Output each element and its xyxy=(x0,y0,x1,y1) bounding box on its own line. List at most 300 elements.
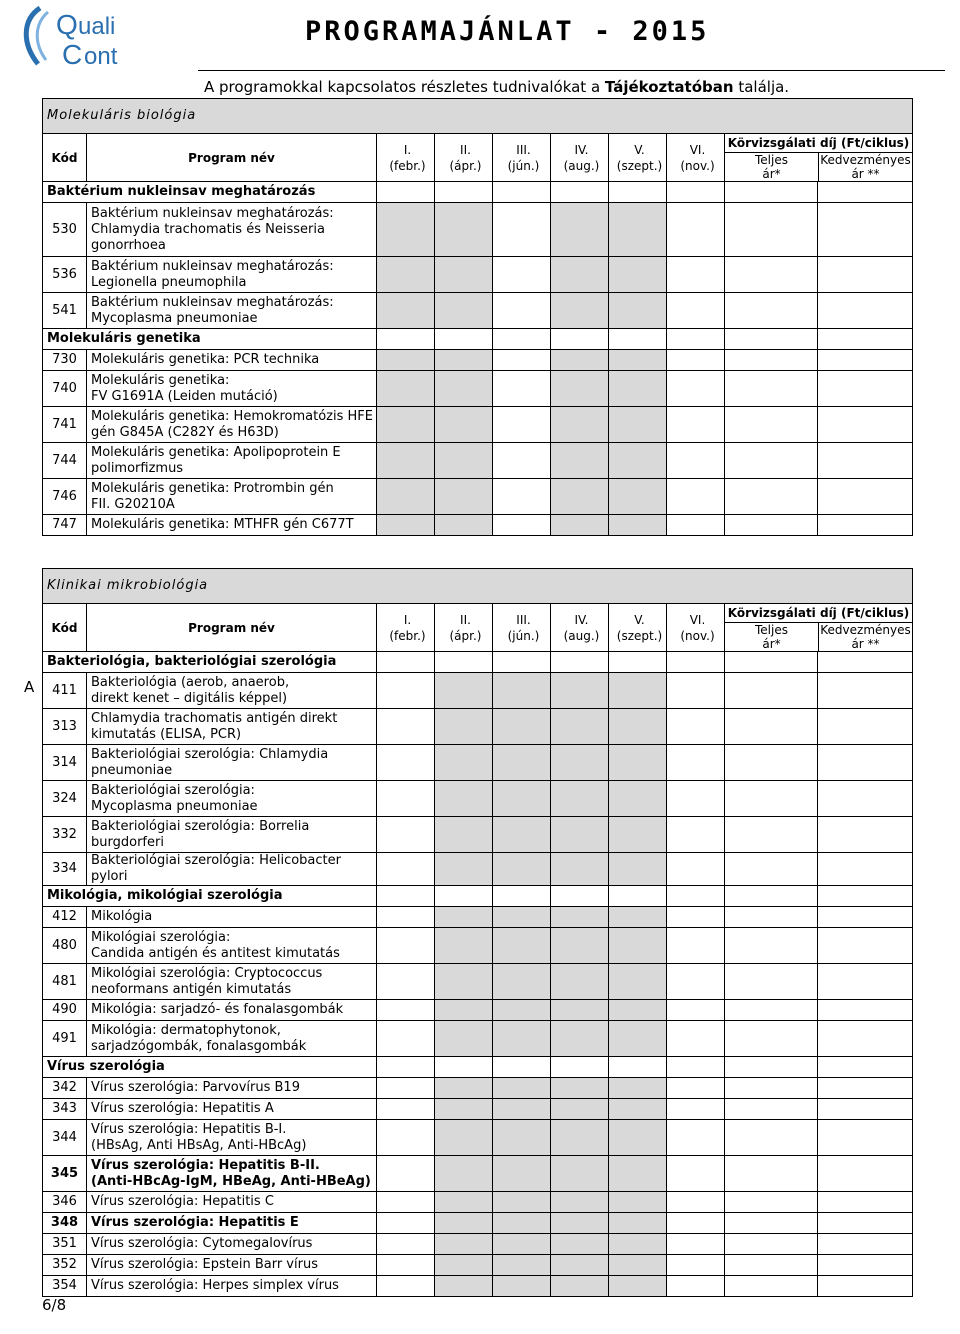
period-cell xyxy=(377,1255,435,1276)
program-line: (HBsAg, Anti HBsAg, Anti-HBcAg) xyxy=(91,1137,307,1153)
period-cell xyxy=(493,479,551,515)
period-cell xyxy=(377,1000,435,1021)
program-line: Vírus szerológia: Hepatitis E xyxy=(91,1215,299,1230)
discount-price-cell xyxy=(818,407,913,443)
period-cell xyxy=(551,1192,609,1213)
program-line: Molekuláris genetika: Hemokromatózis HFE xyxy=(91,408,373,424)
row-program-name xyxy=(87,1000,377,1021)
discount-price-cell xyxy=(818,745,913,781)
period-cell xyxy=(667,1021,725,1057)
period-cell xyxy=(377,443,435,479)
program-line: Baktérium nukleinsav meghatározás: xyxy=(91,294,334,310)
period-cell xyxy=(435,293,493,329)
period-cell xyxy=(667,1234,725,1255)
empty-cell xyxy=(818,886,913,907)
row-program-name xyxy=(87,371,377,407)
group-title: Molekuláris genetika xyxy=(43,329,377,350)
full-price-cell xyxy=(725,853,818,886)
discount-price-cell xyxy=(818,1213,913,1234)
period-cell xyxy=(493,1078,551,1099)
period-cell xyxy=(609,907,667,928)
full-price-cell xyxy=(725,293,818,329)
full-price-cell xyxy=(725,479,818,515)
period-cell xyxy=(609,1192,667,1213)
program-line: Mikológiai szerológia: xyxy=(91,929,231,945)
row-program-name xyxy=(87,257,377,293)
period-cell xyxy=(377,853,435,886)
period-2: II. (ápr.) xyxy=(435,604,493,652)
row-code: 342 xyxy=(43,1078,87,1099)
period-cell xyxy=(435,745,493,781)
empty-cell xyxy=(551,652,609,673)
period-cell xyxy=(551,479,609,515)
empty-cell xyxy=(609,652,667,673)
period-cell xyxy=(435,673,493,709)
row-code: 481 xyxy=(43,964,87,1000)
row-code: 411 xyxy=(43,673,87,709)
period-cell xyxy=(609,1234,667,1255)
full-price-cell xyxy=(725,515,818,536)
period-cell xyxy=(609,673,667,709)
period-cell xyxy=(377,817,435,853)
full-price-cell xyxy=(725,371,818,407)
row-code: 480 xyxy=(43,928,87,964)
program-line: Candida antigén és antitest kimutatás xyxy=(91,945,340,961)
empty-cell xyxy=(377,652,435,673)
period-cell xyxy=(551,745,609,781)
period-cell xyxy=(377,350,435,371)
row-code: 541 xyxy=(43,293,87,329)
period-cell xyxy=(551,673,609,709)
empty-cell xyxy=(377,182,435,203)
empty-cell xyxy=(725,182,818,203)
period-cell xyxy=(609,1021,667,1057)
period-cell xyxy=(551,964,609,1000)
program-line: FV G1691A (Leiden mutáció) xyxy=(91,388,278,404)
period-cell xyxy=(493,673,551,709)
period-cell xyxy=(551,928,609,964)
table-row xyxy=(43,1000,913,1021)
period-cell xyxy=(667,745,725,781)
row-code: 344 xyxy=(43,1120,87,1156)
program-line: Bakteriológiai szerológia: Borrelia xyxy=(91,818,310,834)
period-cell xyxy=(435,443,493,479)
period-cell xyxy=(551,203,609,257)
discount-price-cell xyxy=(818,1021,913,1057)
group-title: Vírus szerológia xyxy=(43,1057,377,1078)
table-row xyxy=(43,479,913,515)
row-program-name xyxy=(87,964,377,1000)
period-cell xyxy=(551,371,609,407)
period-cell xyxy=(551,1021,609,1057)
row-program-name xyxy=(87,1192,377,1213)
row-code: 744 xyxy=(43,443,87,479)
period-cell xyxy=(551,907,609,928)
period-cell xyxy=(435,350,493,371)
discount-price-cell xyxy=(818,709,913,745)
period-cell xyxy=(493,203,551,257)
empty-cell xyxy=(725,329,818,350)
program-line: Baktérium nukleinsav meghatározás: xyxy=(91,205,334,221)
table-row xyxy=(43,1276,913,1297)
period-cell xyxy=(609,350,667,371)
group-header-row xyxy=(43,1057,913,1078)
period-cell xyxy=(377,407,435,443)
program-line: Mikológiai szerológia: Cryptococcus xyxy=(91,965,323,981)
logo-initial-c: C xyxy=(62,39,83,70)
empty-cell xyxy=(818,182,913,203)
empty-cell xyxy=(493,329,551,350)
empty-cell xyxy=(667,1057,725,1078)
period-cell xyxy=(377,1213,435,1234)
program-line: Bakteriológiai szerológia: Chlamydia xyxy=(91,746,329,762)
program-line: Vírus szerológia: Herpes simplex vírus xyxy=(91,1278,339,1293)
period-cell xyxy=(609,1276,667,1297)
row-code: 746 xyxy=(43,479,87,515)
table-row xyxy=(43,745,913,781)
row-code: 346 xyxy=(43,1192,87,1213)
period-cell xyxy=(493,443,551,479)
empty-cell xyxy=(818,652,913,673)
period-cell xyxy=(667,1213,725,1234)
empty-cell xyxy=(667,182,725,203)
full-price-cell xyxy=(725,928,818,964)
period-cell xyxy=(493,817,551,853)
empty-cell xyxy=(818,329,913,350)
program-line: Vírus szerológia: Hepatitis B-I. xyxy=(91,1121,287,1137)
period-cell xyxy=(493,781,551,817)
period-cell xyxy=(609,853,667,886)
period-cell xyxy=(609,781,667,817)
period-cell xyxy=(493,964,551,1000)
period-cell xyxy=(435,203,493,257)
period-cell xyxy=(493,1120,551,1156)
period-cell xyxy=(493,257,551,293)
period-cell xyxy=(493,907,551,928)
table-row xyxy=(43,964,913,1000)
row-program-name xyxy=(87,1078,377,1099)
period-cell xyxy=(377,709,435,745)
program-line: Chlamydia trachomatis és Neisseria xyxy=(91,221,325,237)
program-line: kimutatás (ELISA, PCR) xyxy=(91,726,242,742)
section-title: Klinikai mikrobiológia xyxy=(43,569,913,604)
period-cell xyxy=(667,479,725,515)
empty-cell xyxy=(551,182,609,203)
period-cell xyxy=(609,928,667,964)
table-row xyxy=(43,1213,913,1234)
program-line: Chlamydia trachomatis antigén direkt xyxy=(91,710,338,726)
col-header-program: Program név xyxy=(87,134,377,182)
empty-cell xyxy=(377,1057,435,1078)
period-cell xyxy=(551,709,609,745)
period-cell xyxy=(377,1156,435,1192)
period-cell xyxy=(377,371,435,407)
row-code: 332 xyxy=(43,817,87,853)
program-line: Molekuláris genetika: PCR technika xyxy=(91,352,320,367)
page-number: 6/8 xyxy=(42,1296,67,1314)
table-row xyxy=(43,1078,913,1099)
note-post: találja. xyxy=(733,78,790,96)
fee-header: Körvizsgálati díj (Ft/ciklus) Teljes ár* Kedvezményes ár ** xyxy=(725,134,913,182)
table-row xyxy=(43,293,913,329)
period-cell xyxy=(377,781,435,817)
col-header-program: Program név xyxy=(87,604,377,652)
table-row xyxy=(43,1120,913,1156)
empty-cell xyxy=(609,886,667,907)
period-cell xyxy=(377,964,435,1000)
discount-price-cell xyxy=(818,928,913,964)
period-cell xyxy=(493,1276,551,1297)
row-code: 343 xyxy=(43,1099,87,1120)
period-cell xyxy=(667,964,725,1000)
period-cell xyxy=(551,1276,609,1297)
row-program-name xyxy=(87,1276,377,1297)
period-cell xyxy=(551,853,609,886)
period-cell xyxy=(435,1192,493,1213)
side-marker: A xyxy=(24,678,35,696)
table-row xyxy=(43,853,913,886)
empty-cell xyxy=(435,1057,493,1078)
period-3: III. (jún.) xyxy=(493,134,551,182)
program-line: pneumoniae xyxy=(91,762,173,778)
discount-price-cell xyxy=(818,1255,913,1276)
period-cell xyxy=(435,1255,493,1276)
empty-cell xyxy=(435,652,493,673)
row-code: 334 xyxy=(43,853,87,886)
table-row xyxy=(43,907,913,928)
empty-cell xyxy=(493,886,551,907)
period-cell xyxy=(667,781,725,817)
empty-cell xyxy=(551,329,609,350)
period-cell xyxy=(667,1156,725,1192)
program-line: Molekuláris genetika: MTHFR gén C677T xyxy=(91,517,354,532)
table-row xyxy=(43,817,913,853)
period-cell xyxy=(667,1120,725,1156)
discount-price-cell xyxy=(818,257,913,293)
program-line: gén G845A (C282Y és H63D) xyxy=(91,424,279,440)
period-cell xyxy=(435,1078,493,1099)
period-cell xyxy=(551,515,609,536)
period-cell xyxy=(435,964,493,1000)
period-3: III. (jún.) xyxy=(493,604,551,652)
discount-price-cell xyxy=(818,203,913,257)
discount-price-cell xyxy=(818,964,913,1000)
qualicont-logo xyxy=(18,4,158,70)
period-cell xyxy=(493,928,551,964)
full-price-cell xyxy=(725,1021,818,1057)
row-program-name xyxy=(87,1156,377,1192)
row-program-name xyxy=(87,709,377,745)
row-code: 740 xyxy=(43,371,87,407)
table-row xyxy=(43,1234,913,1255)
period-5: V. (szept.) xyxy=(609,604,667,652)
period-cell xyxy=(667,1099,725,1120)
row-program-name xyxy=(87,745,377,781)
table-row xyxy=(43,1021,913,1057)
period-1: I. (febr.) xyxy=(377,134,435,182)
period-cell xyxy=(667,407,725,443)
program-line: sarjadzógombák, fonalasgombák xyxy=(91,1038,307,1054)
empty-cell xyxy=(551,886,609,907)
period-cell xyxy=(667,257,725,293)
discount-price-cell xyxy=(818,1276,913,1297)
full-price-cell xyxy=(725,745,818,781)
period-cell xyxy=(493,407,551,443)
empty-cell xyxy=(609,182,667,203)
period-cell xyxy=(435,1120,493,1156)
period-cell xyxy=(435,371,493,407)
row-code: 348 xyxy=(43,1213,87,1234)
period-cell xyxy=(493,350,551,371)
period-cell xyxy=(609,293,667,329)
logo-text-1: uali xyxy=(78,13,116,40)
period-6: VI. (nov.) xyxy=(667,604,725,652)
row-code: 491 xyxy=(43,1021,87,1057)
group-header-row xyxy=(43,886,913,907)
full-price-cell xyxy=(725,1078,818,1099)
logo-initial-q: Q xyxy=(56,9,78,40)
discount-price-cell xyxy=(818,1078,913,1099)
full-price-cell xyxy=(725,709,818,745)
full-price-cell xyxy=(725,1255,818,1276)
discount-price-cell xyxy=(818,907,913,928)
row-code: 412 xyxy=(43,907,87,928)
discount-price-cell xyxy=(818,853,913,886)
table-row xyxy=(43,371,913,407)
molecular-biology-table xyxy=(42,98,913,536)
period-cell xyxy=(667,1255,725,1276)
row-program-name xyxy=(87,293,377,329)
row-code: 747 xyxy=(43,515,87,536)
full-price-cell xyxy=(725,1276,818,1297)
empty-cell xyxy=(551,1057,609,1078)
period-cell xyxy=(609,203,667,257)
period-cell xyxy=(435,781,493,817)
period-cell xyxy=(667,673,725,709)
period-cell xyxy=(551,817,609,853)
program-line: direkt kenet – digitális képpel) xyxy=(91,690,288,706)
discount-price-cell xyxy=(818,443,913,479)
period-cell xyxy=(551,1000,609,1021)
logo-text-2: ont xyxy=(84,43,118,70)
row-program-name xyxy=(87,928,377,964)
table-row xyxy=(43,1099,913,1120)
discount-price-cell xyxy=(818,781,913,817)
row-code: 741 xyxy=(43,407,87,443)
row-program-name xyxy=(87,1120,377,1156)
period-cell xyxy=(435,709,493,745)
row-program-name xyxy=(87,853,377,886)
table-row xyxy=(43,928,913,964)
period-cell xyxy=(551,1234,609,1255)
col-header-kod: Kód xyxy=(43,604,87,652)
empty-cell xyxy=(725,1057,818,1078)
period-5: V. (szept.) xyxy=(609,134,667,182)
period-cell xyxy=(493,515,551,536)
full-price-cell xyxy=(725,781,818,817)
discount-price-cell xyxy=(818,673,913,709)
period-cell xyxy=(551,1099,609,1120)
empty-cell xyxy=(435,886,493,907)
period-cell xyxy=(667,203,725,257)
empty-cell xyxy=(435,329,493,350)
period-cell xyxy=(667,907,725,928)
row-program-name xyxy=(87,443,377,479)
table-row xyxy=(43,515,913,536)
period-cell xyxy=(435,515,493,536)
row-code: 490 xyxy=(43,1000,87,1021)
period-cell xyxy=(667,709,725,745)
full-price-cell xyxy=(725,1234,818,1255)
period-cell xyxy=(435,853,493,886)
period-cell xyxy=(377,1192,435,1213)
table-row xyxy=(43,1192,913,1213)
period-cell xyxy=(435,1276,493,1297)
row-code: 313 xyxy=(43,709,87,745)
program-line: Vírus szerológia: Cytomegalovírus xyxy=(91,1236,313,1251)
empty-cell xyxy=(667,652,725,673)
period-cell xyxy=(435,1000,493,1021)
row-code: 314 xyxy=(43,745,87,781)
empty-cell xyxy=(609,329,667,350)
program-line: Vírus szerológia: Parvovírus B19 xyxy=(91,1080,300,1095)
full-price-cell xyxy=(725,203,818,257)
row-program-name xyxy=(87,1213,377,1234)
period-cell xyxy=(435,907,493,928)
full-price-cell xyxy=(725,1000,818,1021)
period-cell xyxy=(667,853,725,886)
period-cell xyxy=(609,709,667,745)
period-cell xyxy=(493,1000,551,1021)
full-price-cell xyxy=(725,817,818,853)
group-header-row xyxy=(43,182,913,203)
period-cell xyxy=(493,1255,551,1276)
period-cell xyxy=(667,350,725,371)
period-cell xyxy=(609,443,667,479)
discount-price-cell xyxy=(818,1192,913,1213)
table-row xyxy=(43,1156,913,1192)
full-price-cell xyxy=(725,1099,818,1120)
period-cell xyxy=(551,1078,609,1099)
row-program-name xyxy=(87,781,377,817)
period-cell xyxy=(609,745,667,781)
row-code: 352 xyxy=(43,1255,87,1276)
discount-price-cell xyxy=(818,371,913,407)
period-cell xyxy=(377,293,435,329)
program-line: Baktérium nukleinsav meghatározás: xyxy=(91,258,334,274)
row-program-name xyxy=(87,817,377,853)
period-cell xyxy=(609,515,667,536)
period-cell xyxy=(435,479,493,515)
period-cell xyxy=(435,928,493,964)
discount-price-cell xyxy=(818,293,913,329)
empty-cell xyxy=(435,182,493,203)
period-4: IV. (aug.) xyxy=(551,604,609,652)
group-title: Bakteriológia, bakteriológiai szerológia xyxy=(43,652,377,673)
period-cell xyxy=(493,371,551,407)
period-cell xyxy=(551,781,609,817)
full-price-cell xyxy=(725,964,818,1000)
full-price-header: Teljes ár* xyxy=(725,623,819,651)
program-line: Vírus szerológia: Hepatitis A xyxy=(91,1101,274,1116)
period-cell xyxy=(667,1078,725,1099)
row-code: 536 xyxy=(43,257,87,293)
empty-cell xyxy=(818,1057,913,1078)
period-cell xyxy=(435,1156,493,1192)
period-cell xyxy=(551,1213,609,1234)
period-cell xyxy=(609,1078,667,1099)
page-title: PROGRAMAJÁNLAT - 2015 xyxy=(305,16,710,47)
